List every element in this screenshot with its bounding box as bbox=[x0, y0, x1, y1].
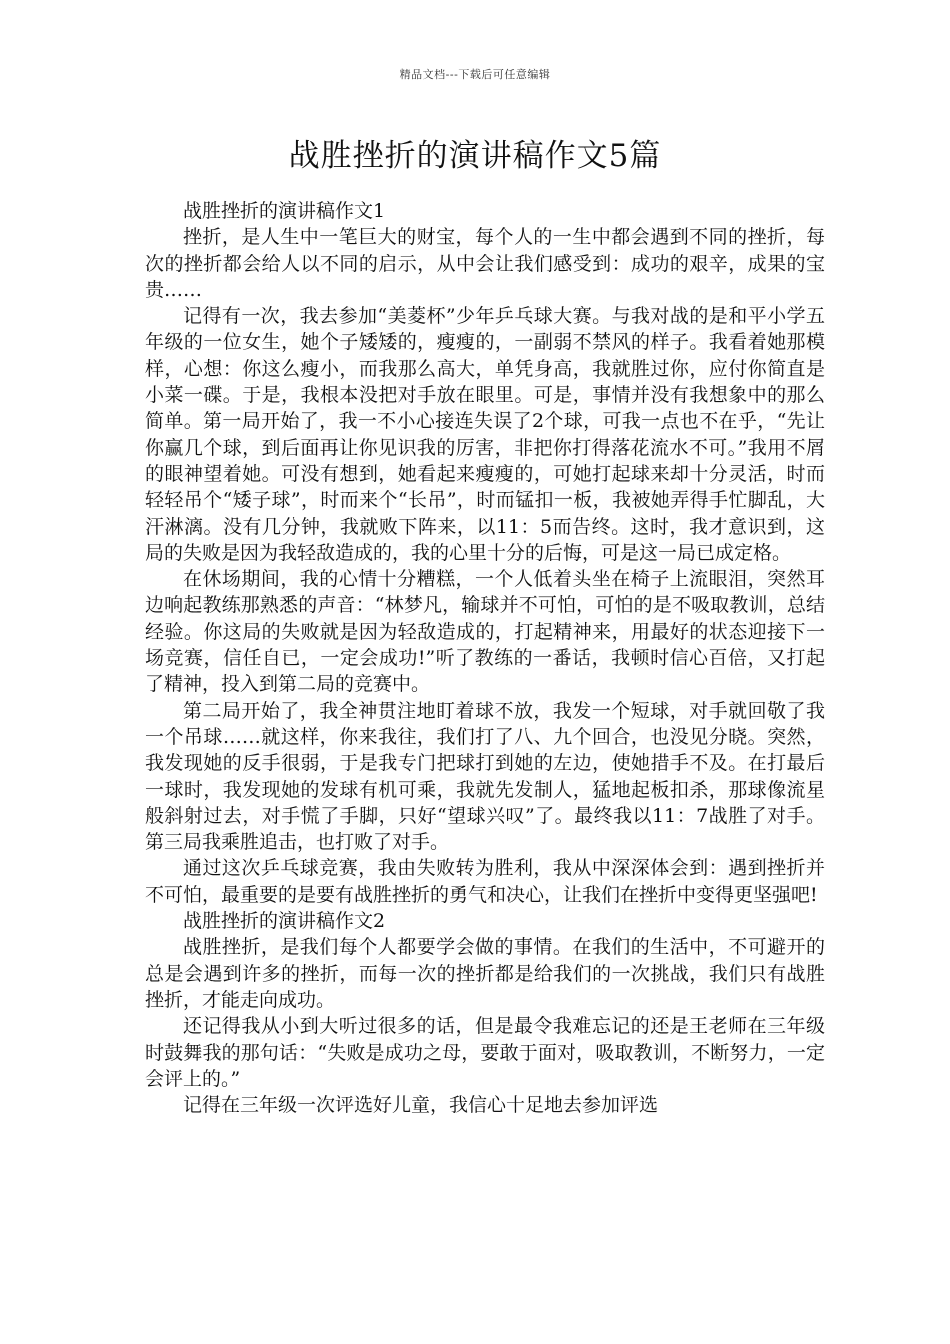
paragraph: 还记得我从小到大听过很多的话，但是最令我难忘记的还是王老师在三年级时鼓舞我的那句话：“失败是成功之母，要敢于面对，吸取教训，不断努力，一定会评上的。” bbox=[145, 1015, 825, 1090]
section-heading-2: 战胜挫折的演讲稿作文2 bbox=[183, 910, 386, 933]
header-note: 精品文档---下载后可任意编辑 bbox=[399, 68, 551, 81]
paragraph: 战胜挫折，是我们每个人都要学会做的事情。在我们的生活中，不可避开的总是会遇到许多的挫折，而每一次的挫折都是给我们的一次挑战，我们只有战胜挫折，才能走向成功。 bbox=[145, 936, 825, 1011]
paragraph: 记得在三年级一次评选好儿童，我信心十足地去参加评选 bbox=[183, 1094, 659, 1117]
paragraph: 挫折，是人生中一笔巨大的财宝，每个人的一生中都会遇到不同的挫折，每次的挫折都会给人以不同的启示，从中会让我们感受到：成功的艰辛，成果的宝贵…… bbox=[145, 226, 825, 301]
paragraph: 在休场期间，我的心情十分糟糕，一个人低着头坐在椅子上流眼泪，突然耳边响起教练那熟悉的声音：“林梦凡，输球并不可怕，可怕的是不吸取教训，总结经验。你这局的失败就是因为轻敌造成的，打起精神来，用最好的状态迎接下一场竞赛，信任自已，一定会成功!”听了教练的一番话，我顿时信心百倍，又打起了精神，投入到第二局的竞赛中。 bbox=[145, 568, 825, 696]
section-heading-1: 战胜挫折的演讲稿作文1 bbox=[183, 200, 386, 222]
document-title: 战胜挫折的演讲稿作文5篇 bbox=[288, 138, 662, 174]
paragraph: 通过这次乒乓球竞赛，我由失败转为胜利，我从中深深体会到：遇到挫折并不可怕，最重要的是要有战胜挫折的勇气和决心，让我们在挫折中变得更坚强吧! bbox=[145, 857, 825, 906]
paragraph: 第二局开始了，我全神贯注地盯着球不放，我发一个短球，对手就回敬了我一个吊球……就这样，你来我往，我们打了八、九个回合，也没见分晓。突然，我发现她的反手很弱，于是我专门把球打到她的左边，使她措手不及。在打最后一球时，我发现她的发球有机可乘，我就先发制人，猛地起板扣杀，那球像流星般斜射过去，对手慌了手脚，只好“望球兴叹”了。最终我以11：7战胜了对手。第三局我乘胜追击，也打败了对手。 bbox=[145, 699, 825, 854]
paragraph: 记得有一次，我去参加“美菱杯”少年乒乓球大赛。与我对战的是和平小学五年级的一位女生，她个子矮矮的，瘦瘦的，一副弱不禁风的样子。我看着她那模样，心想：你这么瘦小，而我那么高大，单凭身高，我就胜过你，应付你简直是小菜一碟。于是，我根本没把对手放在眼里。可是，事情并没有我想象中的那么简单。第一局开始了，我一不小心接连失误了2个球，可我一点也不在乎，“先让你赢几个球，到后面再让你见识我的厉害，非把你打得落花流水不可。”我用不屑的眼神望着她。可没有想到，她看起来瘦瘦的，可她打起球来却十分灵活，时而轻轻吊个“矮子球”，时而来个“长吊”，时而锰扣一板，我被她弄得手忙脚乱，大汗淋漓。没有几分钟，我就败下阵来，以11：5而告终。这时，我才意识到，这局的失败是因为我轻敌造成的，我的心里十分的后悔，可是这一局已成定格。 bbox=[145, 305, 825, 564]
document-body bbox=[145, 198, 825, 1118]
